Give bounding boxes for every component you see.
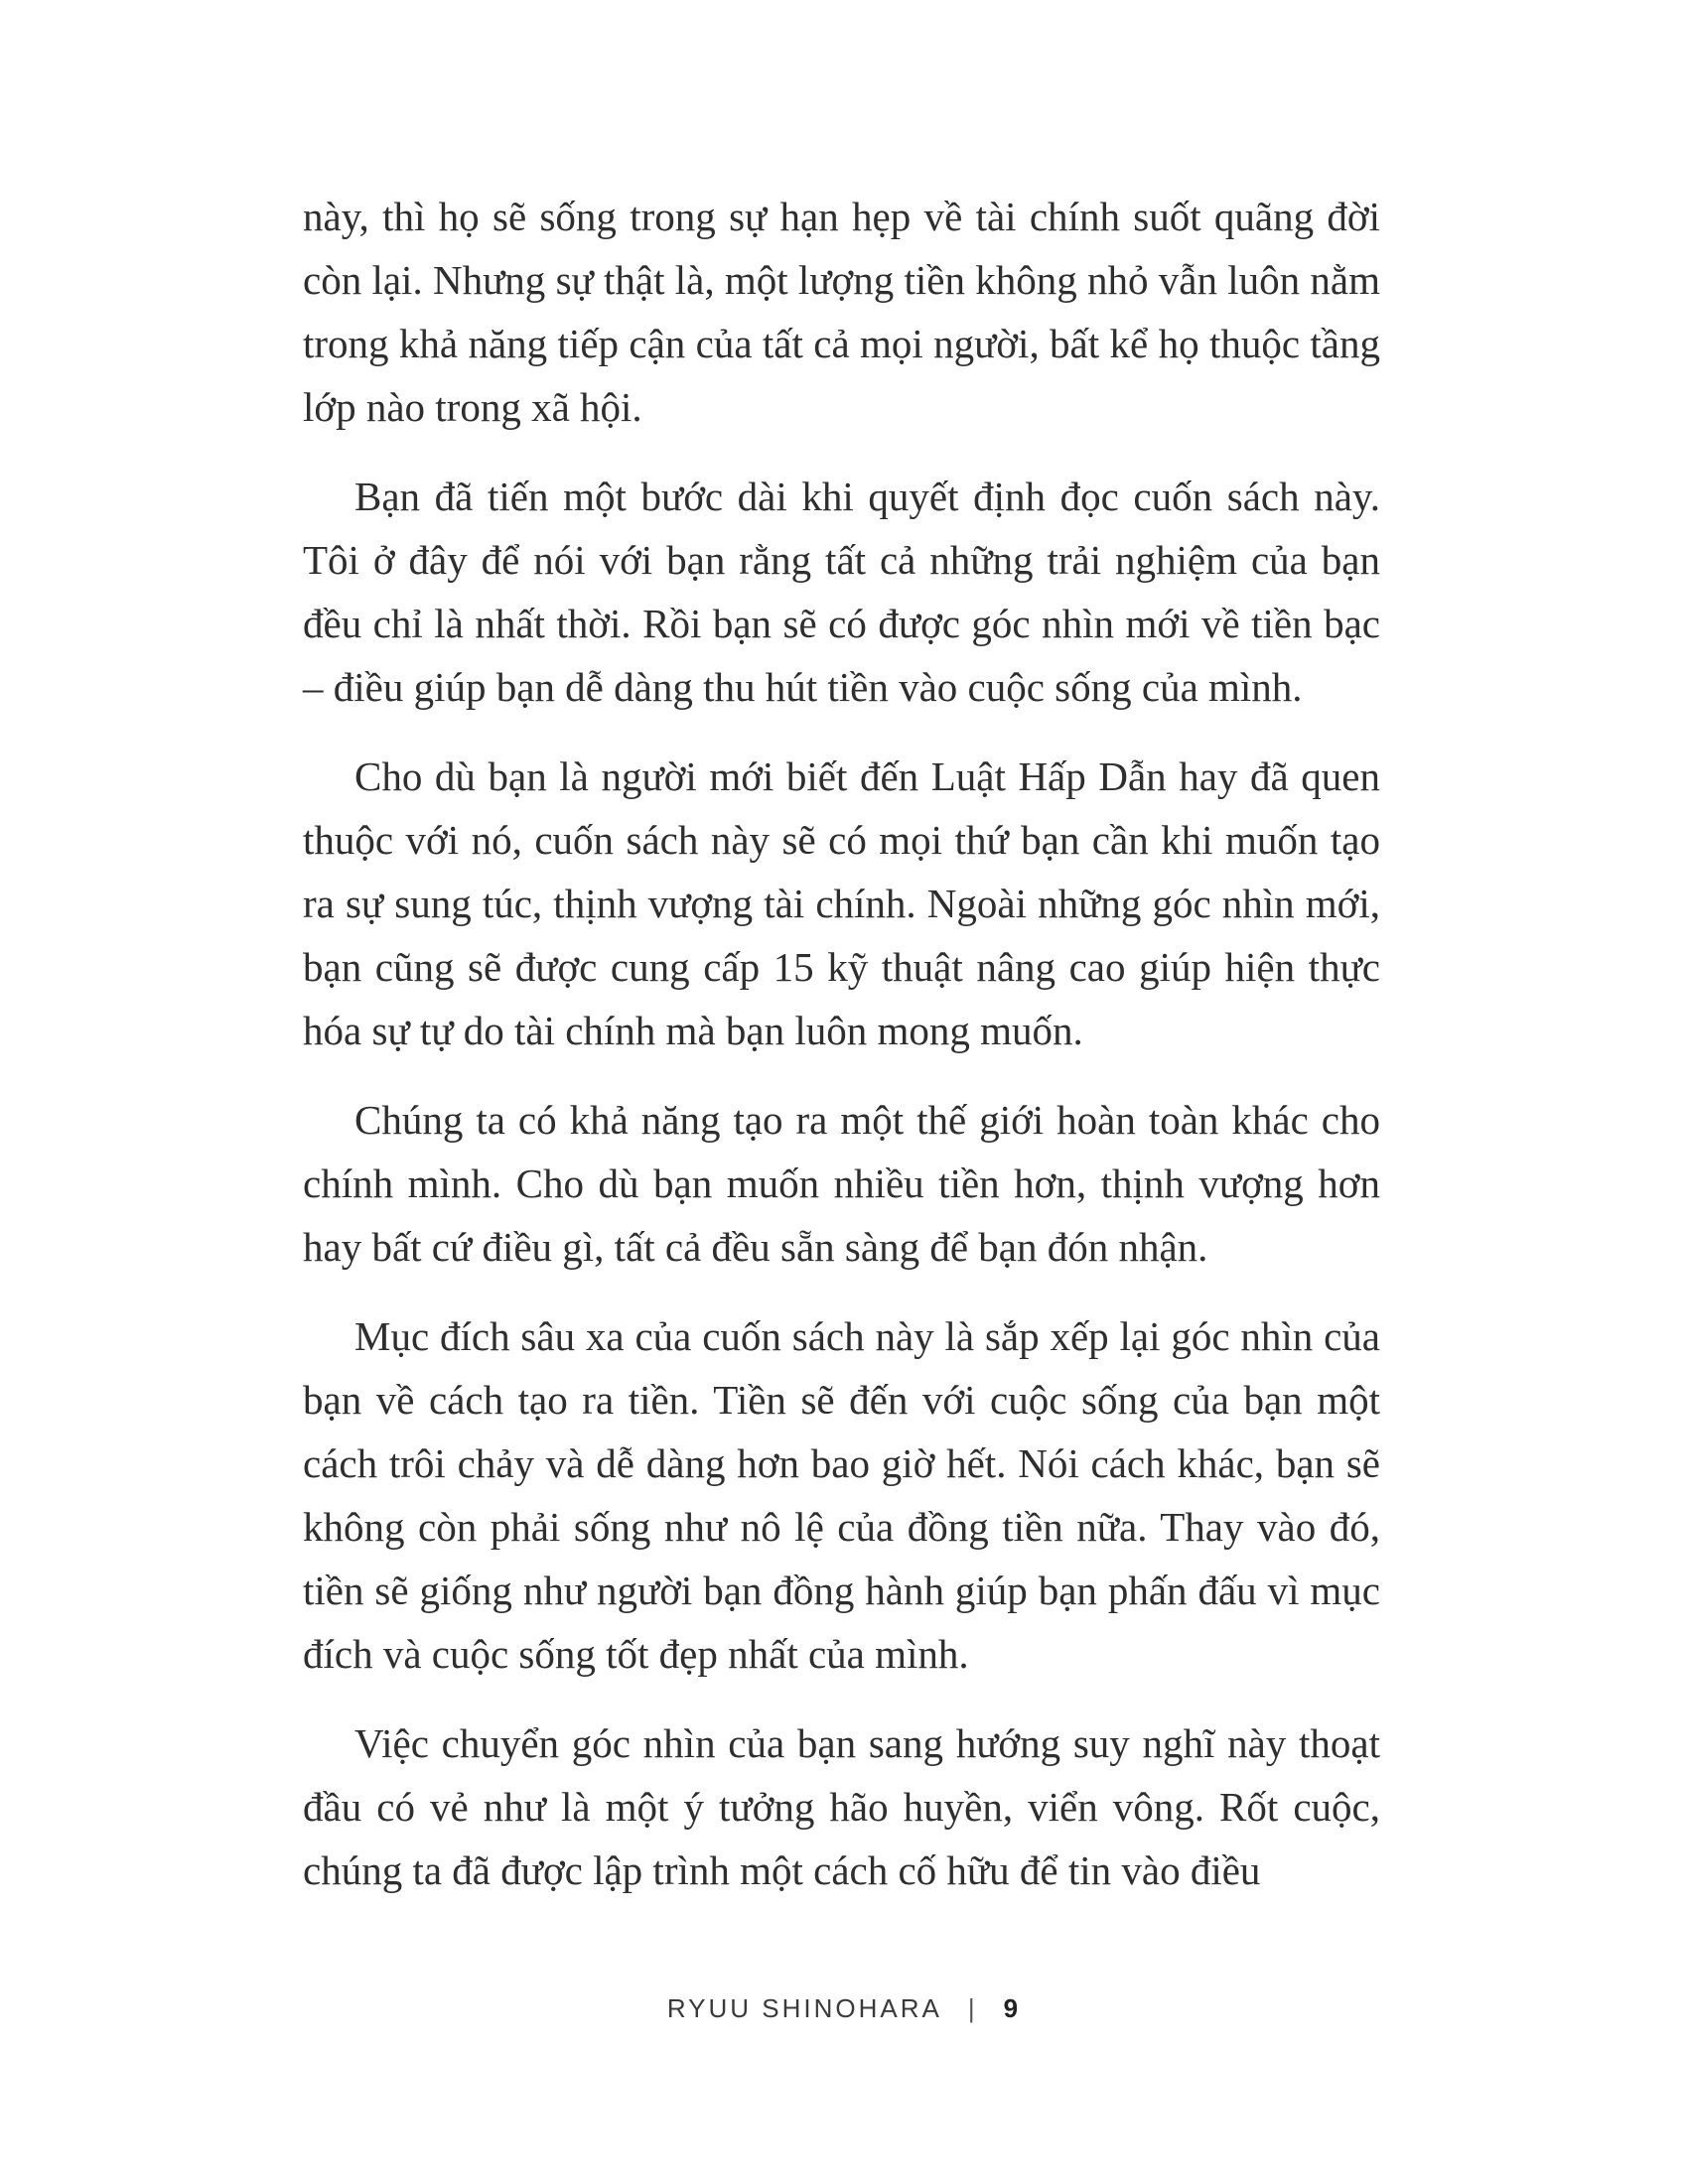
paragraph: Chúng ta có khả năng tạo ra một thế giới hoàn toàn khác cho chính mình. Cho dù bạn muốn nhiều tiền hơn, thịnh vượng hơn hay bất cứ điều gì, tất cả đều sẵn sàng để bạn đón nhận.: [303, 1097, 1380, 1270]
footer-page-number: 9: [1003, 1993, 1022, 2023]
paragraph: này, thì họ sẽ sống trong sự hạn hẹp về tài chính suốt quãng đời còn lại. Nhưng sự thật là, một lượng tiền không nhỏ vẫn luôn nằm trong khả năng tiếp cận của tất cả mọi người, bất kể họ thuộc tầng lớp nào trong xã hội.: [303, 194, 1380, 430]
paragraph: Cho dù bạn là người mới biết đến Luật Hấp Dẫn hay đã quen thuộc với nó, cuốn sách này sẽ có mọi thứ bạn cần khi muốn tạo ra sự sung túc, thịnh vượng tài chính. Ngoài những góc nhìn mới, bạn cũng sẽ được cung cấp 15 kỹ thuật nâng cao giúp hiện thực hóa sự tự do tài chính mà bạn luôn mong muốn.: [303, 753, 1380, 1053]
page-footer: [0, 1993, 1688, 2024]
paragraph: Việc chuyển góc nhìn của bạn sang hướng suy nghĩ này thoạt đầu có vẻ như là một ý tưởng hão huyền, viển vông. Rốt cuộc, chúng ta đã được lập trình một cách cố hữu để tin vào điều: [303, 1720, 1380, 1893]
paragraph: Bạn đã tiến một bước dài khi quyết định đọc cuốn sách này. Tôi ở đây để nói với bạn rằng tất cả những trải nghiệm của bạn đều chỉ là nhất thời. Rồi bạn sẽ có được góc nhìn mới về tiền bạc – điều giúp bạn dễ dàng thu hút tiền vào cuộc sống của mình.: [303, 474, 1380, 710]
footer-separator: |: [967, 1993, 978, 2023]
page-paragraphs: [303, 185, 1380, 1928]
paragraph: Mục đích sâu xa của cuốn sách này là sắp xếp lại góc nhìn của bạn về cách tạo ra tiền. Tiền sẽ đến với cuộc sống của bạn một cách trôi chảy và dễ dàng hơn bao giờ hết. Nói cách khác, bạn sẽ không còn phải sống như nô lệ của đồng tiền nữa. Thay vào đó, tiền sẽ giống như người bạn đồng hành giúp bạn phấn đấu vì mục đích và cuộc sống tốt đẹp nhất của mình.: [303, 1313, 1380, 1677]
footer-author-name: RYUU SHINOHARA: [666, 1993, 942, 2023]
